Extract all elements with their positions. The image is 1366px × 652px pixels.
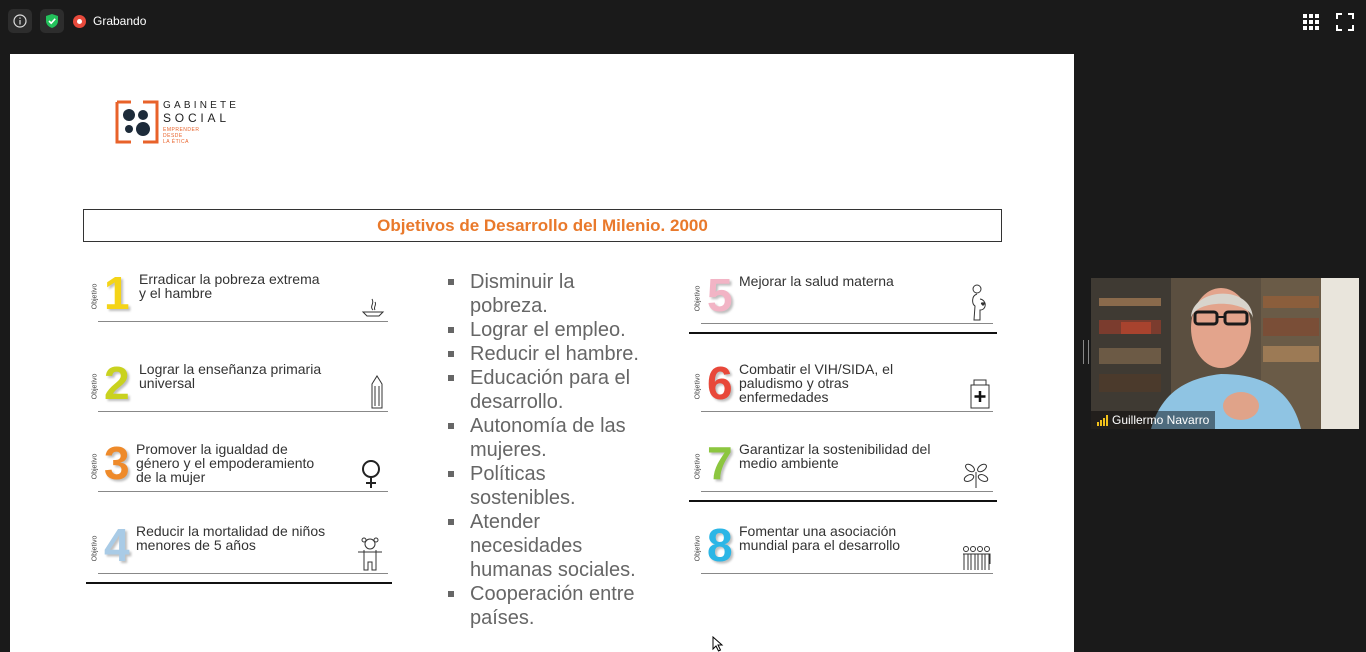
- bullet-text: Educación para el: [470, 367, 631, 389]
- objective-label: Objetivo: [91, 373, 99, 399]
- resize-handle[interactable]: [1083, 340, 1089, 364]
- objective-text: Garantizar la sostenibilidad del: [739, 441, 931, 457]
- bullet-text: países.: [470, 607, 535, 629]
- objective-2: [90, 357, 388, 416]
- bullet-text: necesidades: [470, 535, 583, 557]
- bullet-text: Lograr el empleo.: [470, 319, 626, 341]
- logo-tagline-2: DESDE: [163, 133, 183, 139]
- bullet-text: Políticas: [470, 463, 546, 485]
- bullet-item: [446, 414, 656, 462]
- bullet-text: Cooperación entre: [470, 583, 635, 605]
- objective-text: Promover la igualdad de: [136, 441, 288, 457]
- objective-number: 7: [707, 437, 733, 489]
- objective-number: 6: [707, 357, 733, 409]
- bullet-text: mujeres.: [470, 439, 547, 461]
- logo-tagline-1: EMPRENDER: [163, 127, 200, 133]
- record-icon: [73, 15, 86, 28]
- female-symbol-icon: [360, 458, 382, 490]
- logo-line1: GABINETE: [163, 100, 240, 111]
- objective-text: Reducir la mortalidad de niños: [136, 523, 326, 539]
- bullet-item: [446, 510, 656, 582]
- objective-number: 3: [104, 437, 130, 489]
- objective-text: Combatir el VIH/SIDA, el: [739, 361, 894, 377]
- bullet-item: [446, 270, 656, 318]
- objective-text: Mejorar la salud materna: [739, 273, 894, 289]
- shared-slide: [10, 54, 1074, 652]
- bullet-text: Autonomía de las: [470, 415, 626, 437]
- plant-icon: [961, 460, 991, 490]
- bullet-text: humanas sociales.: [470, 559, 636, 581]
- gabinete-social-logo: [115, 100, 159, 144]
- bullet-text: Disminuir la: [470, 271, 575, 293]
- objective-label: Objetivo: [694, 535, 702, 561]
- objective-text: enfermedades: [739, 389, 829, 405]
- objective-label: Objetivo: [694, 285, 702, 311]
- slide-title-box: [83, 209, 1002, 242]
- bullet-text: desarrollo.: [470, 391, 564, 413]
- bullet-list: [446, 270, 656, 630]
- objective-number: 8: [707, 519, 733, 571]
- info-icon: [13, 14, 27, 28]
- bullet-text: Atender: [470, 511, 541, 533]
- bullet-item: [446, 366, 656, 414]
- objective-1: [90, 267, 388, 326]
- logo-line2: SOCIAL: [163, 111, 230, 125]
- objective-5: [693, 269, 993, 328]
- participant-video-tile[interactable]: [1091, 278, 1359, 429]
- pencil-icon: [368, 374, 386, 410]
- participant-name-label: [1091, 411, 1215, 429]
- logo-text: [163, 100, 239, 145]
- logo-tagline-3: LA ÉTICA: [163, 139, 189, 145]
- bullet-text: pobreza.: [470, 295, 548, 317]
- objective-text: mundial para el desarrollo: [739, 537, 901, 553]
- objective-text: medio ambiente: [739, 455, 839, 471]
- medicine-bottle-icon: [969, 378, 991, 410]
- recording-label: Grabando: [93, 14, 147, 28]
- participant-name: Guillermo Navarro: [1112, 413, 1210, 427]
- objective-label: Objetivo: [91, 535, 99, 561]
- objective-text: y el hambre: [139, 285, 213, 301]
- bullet-item: [446, 462, 656, 510]
- bowl-icon: [360, 294, 386, 320]
- objective-number: 4: [104, 519, 130, 571]
- bullet-item: [446, 342, 656, 366]
- bullet-item: [446, 582, 656, 630]
- pregnant-woman-icon: [967, 284, 991, 322]
- objective-text: paludismo y otras: [739, 375, 849, 391]
- objective-6: [693, 357, 993, 416]
- shield-check-icon: [45, 13, 59, 29]
- bullet-text: sostenibles.: [470, 487, 576, 509]
- objective-7: [693, 437, 993, 496]
- mouse-cursor-icon: [712, 636, 724, 652]
- meeting-top-bar: [0, 0, 1366, 42]
- objective-number: 2: [104, 357, 130, 409]
- objective-text: género y el empoderamiento: [136, 455, 315, 471]
- objective-text: universal: [139, 375, 196, 391]
- slide-title: Objetivos de Desarrollo del Milenio. 2000: [377, 215, 708, 235]
- info-button[interactable]: [8, 9, 32, 33]
- security-button[interactable]: [40, 9, 64, 33]
- objective-text: Erradicar la pobreza extrema: [139, 271, 320, 287]
- objective-text: menores de 5 años: [136, 537, 256, 553]
- participant-video-feed: [1091, 278, 1359, 429]
- objective-text: de la mujer: [136, 469, 206, 485]
- objective-text: Lograr la enseñanza primaria: [139, 361, 322, 377]
- objective-8: [693, 519, 993, 578]
- objective-number: 5: [707, 269, 733, 321]
- objective-4: [90, 519, 388, 578]
- grid-view-icon[interactable]: [1302, 13, 1320, 31]
- objective-3: [90, 437, 388, 496]
- objective-label: Objetivo: [694, 373, 702, 399]
- recording-indicator[interactable]: [73, 9, 146, 33]
- objective-label: Objetivo: [91, 453, 99, 479]
- people-group-icon: [961, 544, 991, 572]
- bullet-item: [446, 318, 656, 342]
- bullet-text: Reducir el hambre.: [470, 343, 639, 365]
- child-icon: [354, 536, 386, 572]
- signal-strength-icon: [1097, 415, 1108, 426]
- objective-label: Objetivo: [694, 453, 702, 479]
- objective-number: 1: [104, 267, 130, 319]
- objective-label: Objetivo: [91, 283, 99, 309]
- fullscreen-icon[interactable]: [1336, 13, 1354, 31]
- objective-text: Fomentar una asociación: [739, 523, 897, 539]
